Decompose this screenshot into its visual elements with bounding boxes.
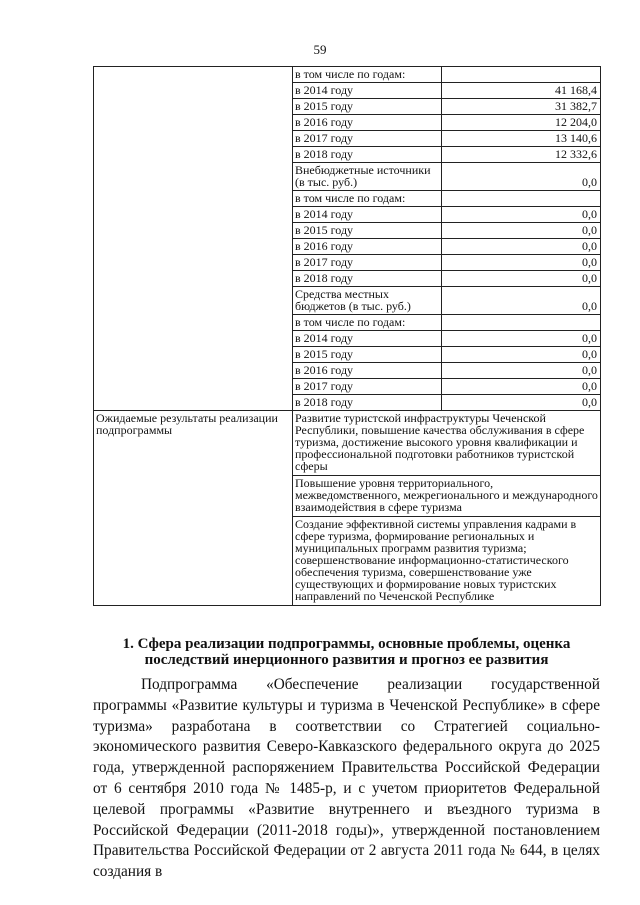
- results-row: [94, 411, 601, 476]
- funding-row-value: 31 382,7: [442, 99, 601, 115]
- funding-row-value: 0,0: [442, 379, 601, 395]
- funding-row-value: 13 140,6: [442, 131, 601, 147]
- funding-row-label: в том числе по годам:: [293, 67, 442, 83]
- funding-row-label: в 2016 году: [293, 363, 442, 379]
- funding-row-label: Средства местных бюджетов (в тыс. руб.): [293, 287, 442, 315]
- funding-table: [93, 66, 601, 606]
- funding-row-label: в 2016 году: [293, 115, 442, 131]
- results-label: Ожидаемые результаты реализации подпрограммы: [94, 411, 293, 606]
- funding-row-value: 0,0: [442, 207, 601, 223]
- funding-row: [94, 67, 601, 83]
- funding-row-label: в 2014 году: [293, 83, 442, 99]
- funding-row-value: 41 168,4: [442, 83, 601, 99]
- results-section: [94, 411, 601, 606]
- funding-table-body: [94, 67, 601, 411]
- funding-row-value: [442, 315, 601, 331]
- funding-row-label: в 2014 году: [293, 207, 442, 223]
- funding-row-label: в 2017 году: [293, 379, 442, 395]
- section-heading: 1. Сфера реализации подпрограммы, основные проблемы, оценка последствий инерционного развития и прогноз ее развития: [122, 636, 571, 668]
- funding-row-value: [442, 191, 601, 207]
- funding-row-label: в 2018 году: [293, 147, 442, 163]
- funding-row-label: в 2016 году: [293, 239, 442, 255]
- funding-row-label: в 2015 году: [293, 347, 442, 363]
- body-paragraph: Подпрограмма «Обеспечение реализации государственной программы «Развитие культуры и туризма в Чеченской Республике» в сфере туризма» разработана в соответствии со Стратегией социально-экономического развития Северо-Кавказского федерального округа до 2025 года, утвержденной распоряжением Правительства Российской Федерации от 6 сентября 2010 года № 1485-р, и с учетом приоритетов Федеральной целевой программы «Развитие внутреннего и въездного туризма в Российской Федерации (2011-2018 годы)», утвержденной постановлением Правительства Российской Федерации от 2 августа 2011 года № 644, в целях создания в: [93, 676, 600, 881]
- funding-row-label: Внебюджетные источники (в тыс. руб.): [293, 163, 442, 191]
- results-item-1: Развитие туристской инфраструктуры Чеченской Республики, повышение качества обслуживания в сфере туризма, достижение высокого уровня квалификации и профессиональной подготовки работников туристской сферы: [293, 411, 601, 476]
- funding-row-value: 12 204,0: [442, 115, 601, 131]
- funding-empty-cell: [94, 67, 293, 411]
- page-number: 59: [313, 42, 327, 57]
- funding-row-value: 0,0: [442, 363, 601, 379]
- funding-row-value: 0,0: [442, 271, 601, 287]
- results-item-3: Создание эффективной системы управления кадрами в сфере туризма, формирование региональных и муниципальных программ развития туризма; совершенствование информационно-статистического обеспечения туризма, совершенствование уже существующих и формирование новых туристских направлений по Чеченской Республике: [293, 517, 601, 606]
- funding-row-value: 0,0: [442, 163, 601, 191]
- funding-row-value: [442, 67, 601, 83]
- funding-row-label: в 2017 году: [293, 131, 442, 147]
- funding-row-label: в 2014 году: [293, 331, 442, 347]
- funding-row-value: 0,0: [442, 255, 601, 271]
- funding-row-value: 0,0: [442, 347, 601, 363]
- funding-row-value: 0,0: [442, 331, 601, 347]
- funding-row-label: в том числе по годам:: [293, 315, 442, 331]
- funding-row-value: 12 332,6: [442, 147, 601, 163]
- funding-row-value: 0,0: [442, 239, 601, 255]
- funding-row-label: в 2018 году: [293, 395, 442, 411]
- funding-row-label: в 2017 году: [293, 255, 442, 271]
- funding-row-value: 0,0: [442, 395, 601, 411]
- funding-row-value: 0,0: [442, 287, 601, 315]
- funding-row-label: в 2018 году: [293, 271, 442, 287]
- funding-row-label: в том числе по годам:: [293, 191, 442, 207]
- funding-row-label: в 2015 году: [293, 99, 442, 115]
- funding-row-label: в 2015 году: [293, 223, 442, 239]
- funding-row-value: 0,0: [442, 223, 601, 239]
- results-item-2: Повышение уровня территориального, межведомственного, межрегионального и международного взаимодействия в сфере туризма: [293, 476, 601, 517]
